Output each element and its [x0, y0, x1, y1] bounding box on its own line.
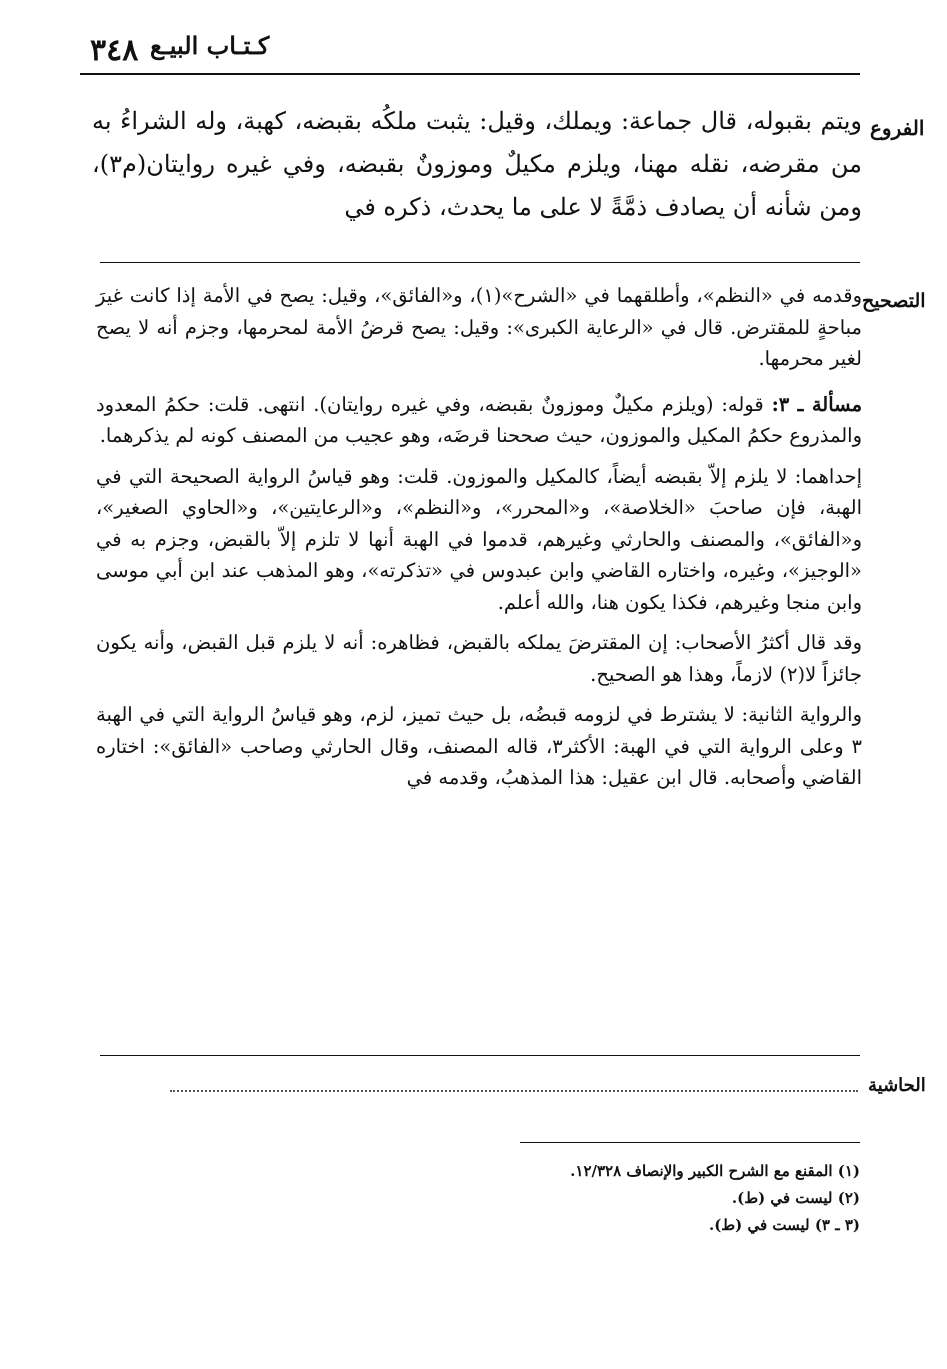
header-rule: [80, 73, 860, 75]
section-divider: [100, 262, 860, 263]
furu-paragraph: ويتم بقبوله، قال جماعة: ويملك، وقيل: يثبت ملكُه بقبضه، كهبة، وله الشراءُ به من مقرضه، نقله مهنا، ويلزم مكيلٌ وموزونٌ بقبضه، وفي غيره روايتان(م٣)، ومن شأنه أن يصادف ذمَّةً لا على ما يحدث، ذكره في: [92, 107, 862, 221]
page-number: ٣٤٨: [90, 33, 139, 68]
running-title: كـتـاب البيـع: [150, 31, 270, 60]
masala-heading: مسألة ـ ٣:: [771, 392, 863, 416]
tashih-paragraph: والرواية الثانية: لا يشترط في لزومه قبضُه، بل حيث تميز، لزم، وهو قياسُ الرواية التي في الهبة ٣ وعلى الرواية التي في الهبة: الأكثر٣، قاله المصنف، وقال الحارثي وصاحب «الفائق»: اختاره القاضي وأصحابه. قال ابن عقيل: هذا المذهبُ، وقدمه في: [96, 703, 862, 789]
footnote: (٣ ـ ٣) ليست في (ط).: [708, 1216, 860, 1234]
section-divider: [100, 1055, 860, 1056]
masala-paragraph: [96, 389, 862, 452]
masala-text: قوله: (ويلزم مكيلٌ وموزونٌ بقبضه، وفي غيره روايتان). انتهى. قلت: حكمُ المعدود والمذروع حكمُ المكيل والموزون، حيث صححنا قرضَه، وهو عجيب من المصنف كونه لم يذكرهما.: [96, 392, 862, 447]
footnote: (٢) ليست في (ط).: [731, 1189, 860, 1207]
footnote: (١) المقنع مع الشرح الكبير والإنصاف ١٢/٣٢٨.: [570, 1162, 860, 1180]
section-label-hashiya: الحاشية: [868, 1075, 926, 1096]
tashih-paragraph: إحداهما: لا يلزم إلاّ بقبضه أيضاً، كالمكيل والموزون. قلت: وهو قياسُ الرواية الصحيحة التي في الهبة، فإن صاحبَ «الخلاصة»، و«المحرر»، و«النظم»، و«الرعايتين»، و«الحاوي الصغير»، و«الفائق»، والمصنف والحارثي وغيرهم، قدموا في الهبة أنها لا تلزم إلاّ بالقبض، وجزم به في «الوجيز»، وغيره، واختاره القاضي وابن عبدوس في «تذكرته»، وهو المذهب عند ابن أبي موسى وابن منجا وغيرهم، فكذا يكون هنا، والله أعلم.: [96, 464, 862, 614]
footnotes: [420, 1158, 860, 1239]
footnote-rule: [520, 1142, 860, 1143]
section-label-tashih: التصحيح: [862, 290, 926, 312]
tashih-paragraph: وقد قال أكثرُ الأصحاب: إن المقترضَ يملكه بالقبض، فظاهره: أنه لا يلزم قبل القبض، وأنه يكون جائزاً لا(٢) لازماً، وهذا هو الصحيح.: [96, 631, 862, 686]
section-label-furu: الفروع: [870, 116, 925, 140]
tashih-paragraph: وقدمه في «النظم»، وأطلقهما في «الشرح»(١)، و«الفائق»، وقيل: يصح في الأمة إذا كانت غيرَ مباحةٍ للمقترض. قال في «الرعاية الكبرى»: وقيل: يصح قرضُ الأمة لمحرمها، وجزم أنه لا يصح لغير محرمها.: [96, 284, 862, 370]
tashih-text-block: [96, 280, 862, 803]
furu-text-block: [92, 100, 862, 229]
hashiya-dotted-line: [170, 1090, 858, 1092]
